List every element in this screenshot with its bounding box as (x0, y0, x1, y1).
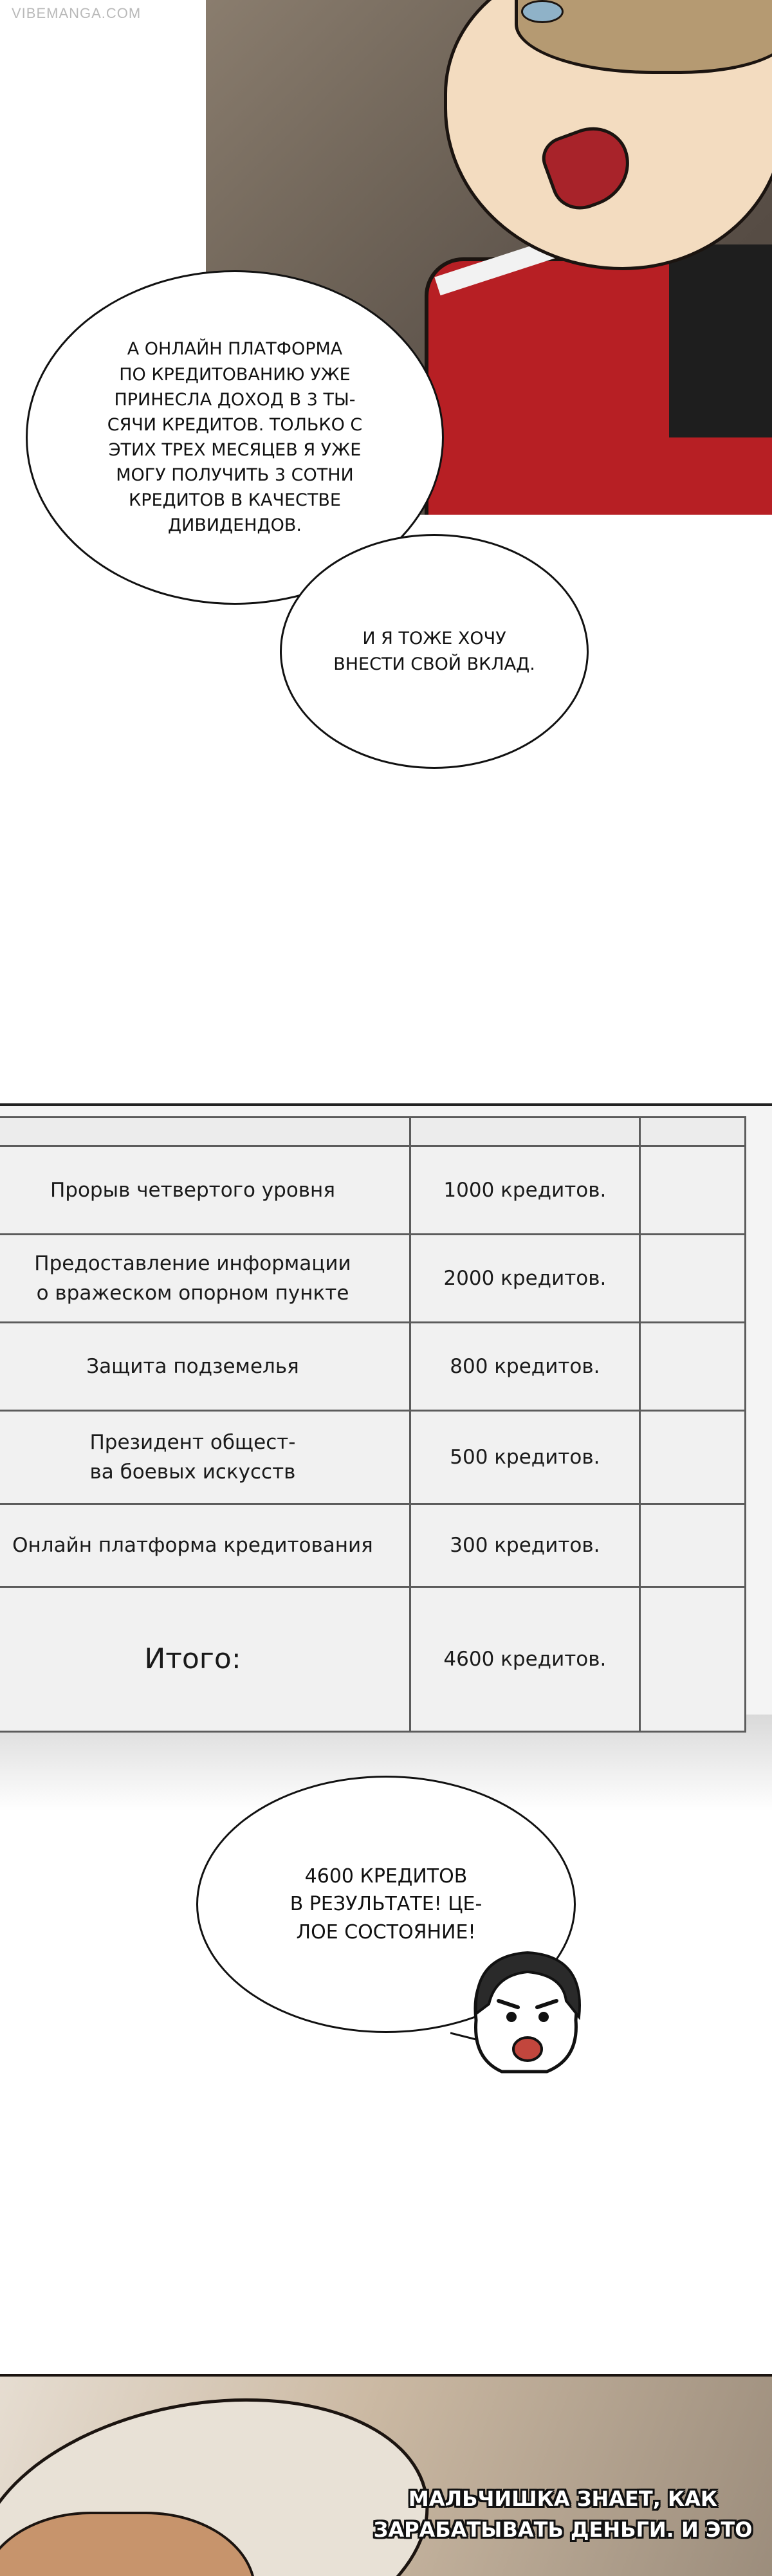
empty-cell (639, 1146, 745, 1235)
task-cell: Онлайн платформа кредитования (0, 1504, 410, 1587)
amount-cell: 1000 кредитов. (410, 1146, 639, 1235)
jacket-collar (669, 244, 772, 437)
credits-table (0, 1116, 746, 1733)
empty-cell (639, 1235, 745, 1323)
task-cell: Президент общест- ва боевых искусств (0, 1411, 410, 1504)
empty-cell (639, 1323, 745, 1411)
table-header-row (0, 1118, 746, 1146)
empty-cell (639, 1504, 745, 1587)
empty-cell (639, 1587, 745, 1732)
task-cell: Прорыв четвертого уровня (0, 1146, 410, 1235)
total-label-cell: Итого: (0, 1587, 410, 1732)
narration-caption: МАЛЬЧИШКА ЗНАЕТ, КАК ЗАРАБАТЫВАТЬ ДЕНЬГИ. И ЭТО (373, 2487, 753, 2542)
speech-bubble-text: А ОНЛАЙН ПЛАТФОРМА ПО КРЕДИТОВАНИЮ УЖЕ ПРИНЕСЛА ДОХОД В 3 ТЫ- СЯЧИ КРЕДИТОВ. ТОЛЬКО С ЭТИХ ТРЕХ МЕСЯЦЕВ Я УЖЕ МОГУ ПОЛУЧИТЬ 3 СОТНИ КРЕДИТОВ В КАЧЕСТВЕ ДИВИДЕНДОВ. (107, 339, 363, 536)
amount-cell: 500 кредитов. (410, 1411, 639, 1504)
speech-bubble-text: 4600 КРЕДИТОВ В РЕЗУЛЬТАТЕ! ЦЕ- ЛОЕ СОСТОЯНИЕ! (290, 1864, 482, 1944)
empty-cell (639, 1411, 745, 1504)
amount-cell: 2000 кредитов. (410, 1235, 639, 1323)
total-amount-cell: 4600 кредитов. (410, 1587, 639, 1732)
table-header-cell (410, 1118, 639, 1146)
table-header-cell (0, 1118, 410, 1146)
table-row (0, 1323, 746, 1411)
character-eye (521, 0, 564, 23)
table-row (0, 1504, 746, 1587)
table-header-cell (639, 1118, 745, 1146)
chibi-character-illustration (450, 1943, 598, 2078)
task-cell: Защита подземелья (0, 1323, 410, 1411)
amount-cell: 800 кредитов. (410, 1323, 639, 1411)
speech-bubble-text: И Я ТОЖЕ ХОЧУ ВНЕСТИ СВОЙ ВКЛАД. (333, 629, 535, 674)
table-row (0, 1235, 746, 1323)
watermark-text: VIBEMANGA.COM (12, 5, 142, 21)
amount-cell: 300 кредитов. (410, 1504, 639, 1587)
task-cell: Предоставление информации о вражеском опорном пункте (0, 1235, 410, 1323)
bottom-comic-panel (0, 2374, 772, 2576)
table-row (0, 1411, 746, 1504)
speech-bubble-contribute (280, 534, 589, 769)
table-row (0, 1146, 746, 1235)
table-total-row (0, 1587, 746, 1732)
